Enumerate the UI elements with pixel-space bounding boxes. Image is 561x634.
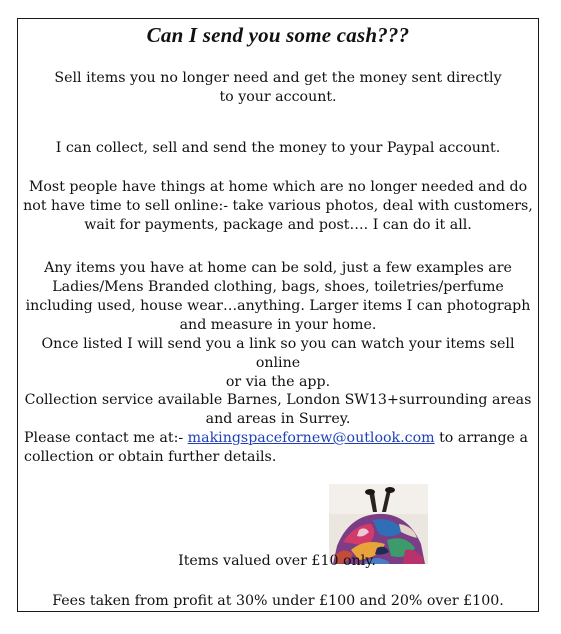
contact-line-1	[24, 429, 534, 448]
any-items-paragraph	[18, 259, 538, 392]
contact-suffix: to arrange a	[434, 430, 528, 446]
most-people-paragraph	[18, 178, 538, 235]
any-items-line-2: Ladies/Mens Branded clothing, bags, shoes, toiletries/perfume	[52, 279, 504, 295]
any-items-line-3: including used, house wear…anything. Larger items I can photograph	[25, 298, 531, 314]
once-listed-line-1: Once listed I will send you a link so you can watch your items sell online	[41, 336, 515, 371]
intro-paragraph	[18, 69, 538, 107]
collection-line-2: and areas in Surrey.	[205, 411, 351, 427]
most-people-line-2: not have time to sell online:- take various photos, deal with customers,	[23, 198, 533, 214]
any-items-line-4: and measure in your home.	[179, 317, 377, 333]
flyer-frame	[17, 18, 539, 612]
contact-paragraph	[24, 429, 534, 467]
any-items-line-1: Any items you have at home can be sold, just a few examples are	[44, 260, 512, 276]
items-valued-text: Items valued over £10 only.	[178, 553, 376, 569]
intro-line-2: to your account.	[219, 89, 337, 105]
contact-line-2: collection or obtain further details.	[24, 449, 277, 465]
contact-prefix: Please contact me at:-	[24, 430, 188, 446]
email-link[interactable]: makingspacefornew@outlook.com	[187, 430, 435, 446]
most-people-line-3: wait for payments, package and post…. I can do it all.	[84, 217, 472, 233]
items-valued-line	[17, 552, 537, 571]
collection-paragraph	[18, 391, 538, 429]
intro-line-1: Sell items you no longer need and get the money sent directly	[54, 70, 502, 86]
fees-line	[18, 592, 538, 611]
fees-text: Fees taken from profit at 30% under £100 and 20% over £100.	[52, 593, 504, 609]
collection-line-1: Collection service available Barnes, London SW13+surrounding areas	[24, 392, 532, 408]
flyer-title: Can I send you some cash???	[146, 23, 410, 47]
collect-paragraph	[18, 139, 538, 158]
most-people-line-1: Most people have things at home which are no longer needed and do	[28, 179, 528, 195]
once-listed-line-2: or via the app.	[225, 374, 331, 390]
collect-line: I can collect, sell and send the money to your Paypal account.	[55, 140, 501, 156]
